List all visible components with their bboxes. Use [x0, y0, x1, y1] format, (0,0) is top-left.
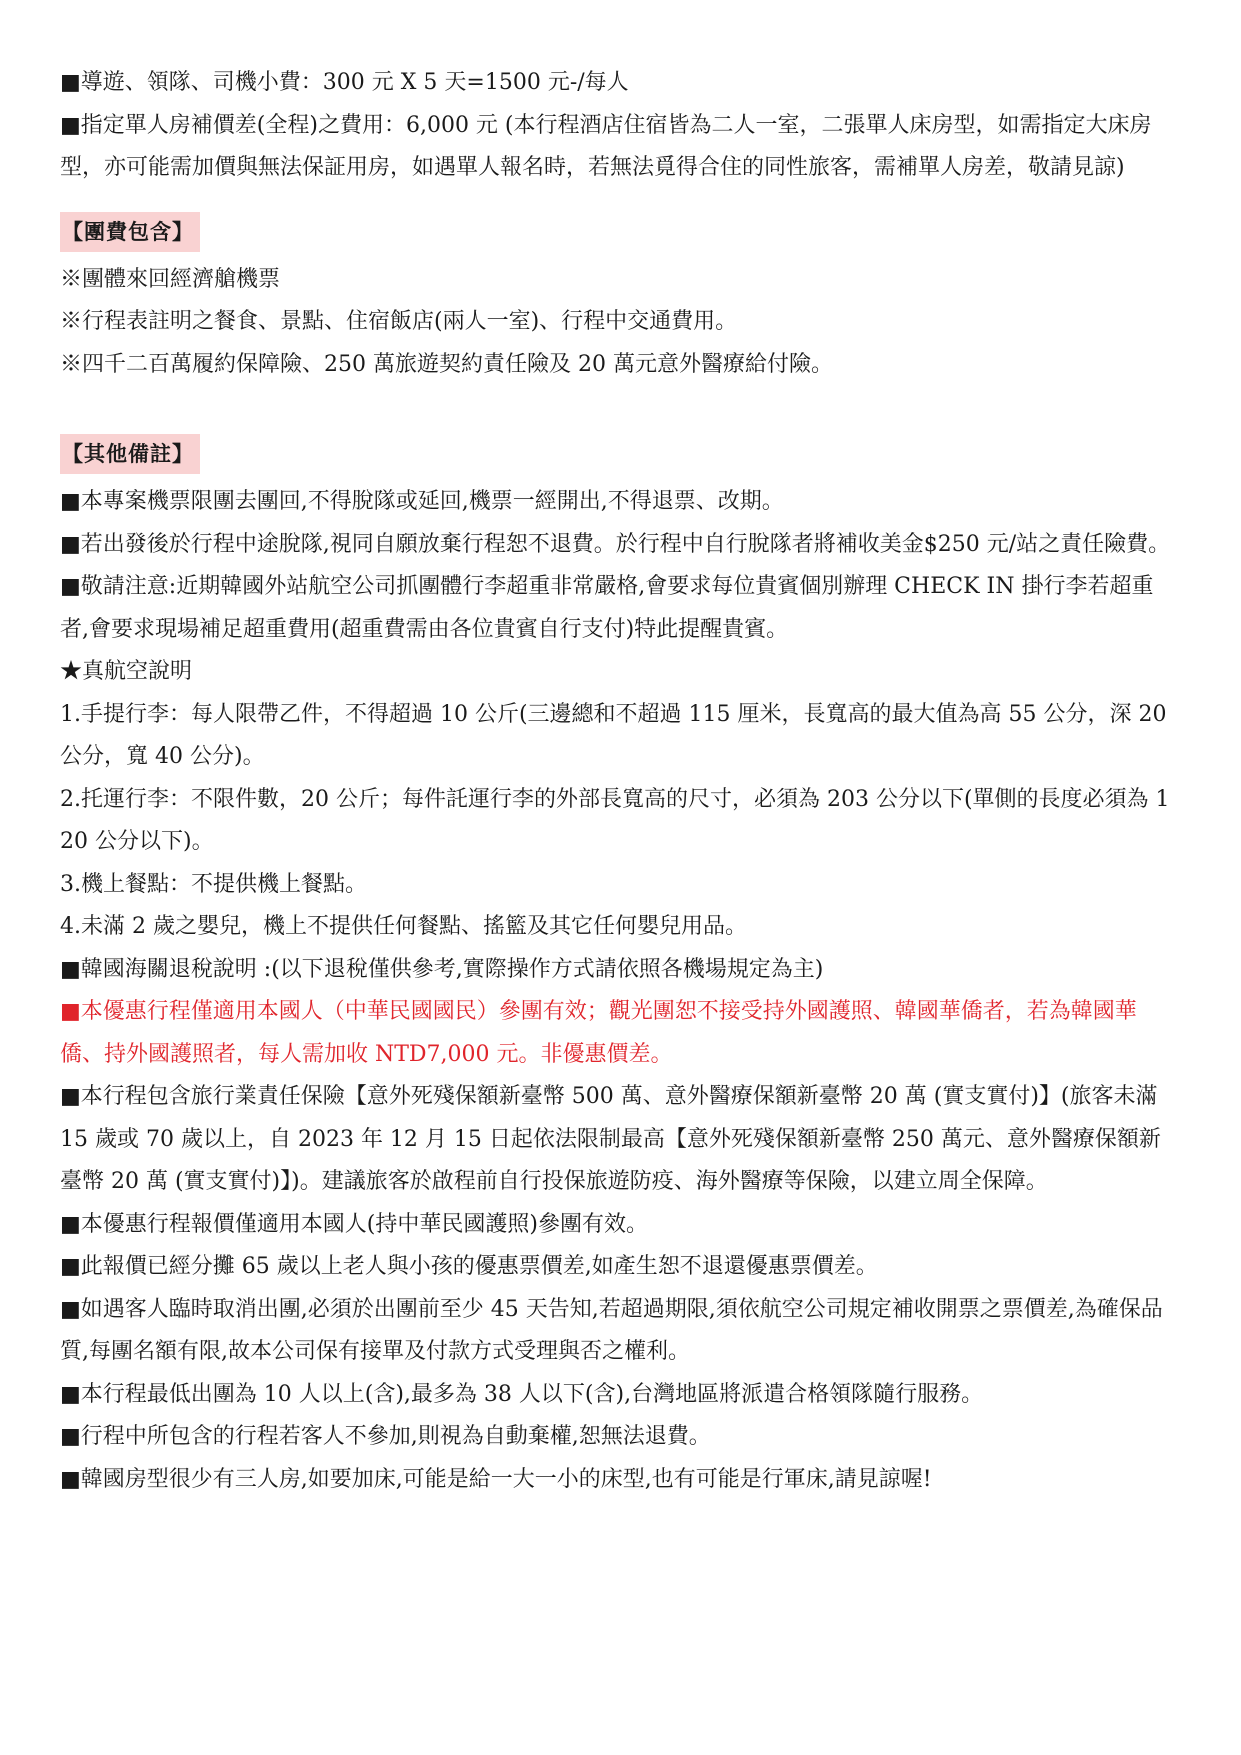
- note-item: ■行程中所包含的行程若客人不參加,則視為自動棄權,恕無法退費。: [60, 1424, 711, 1449]
- document-page: [60, 62, 1175, 1501]
- note-item: ■韓國海關退稅說明 :(以下退稅僅供參考,實際操作方式請依照各機場規定為主): [60, 956, 824, 982]
- tip-line: ■導遊、領隊、司機小費：300 元 X 5 天=1500 元-/每人: [60, 70, 629, 95]
- note-item: 4.未滿 2 歲之嬰兒，機上不提供任何餐點、搖籃及其它任何嬰兒用品。: [60, 914, 747, 939]
- included-heading: 【團費包含】: [60, 212, 200, 252]
- note-item: ■若出發後於行程中途脫隊,視同自願放棄行程恕不退費。於行程中自行脫隊者將補收美金$250 元/站之責任險費。: [60, 531, 1171, 557]
- note-item: ■敬請注意:近期韓國外站航空公司抓團體行李超重非常嚴格,會要求每位貴賓個別辦理 CHECK IN 掛行李若超重者,會要求現場補足超重費用(超重費需由各位貴賓自行支付)特此提醒貴賓。: [60, 574, 1154, 642]
- note-item: 2.托運行李：不限件數，20 公斤；每件託運行李的外部長寬高的尺寸，必須為 203 公分以下(單側的長度必須為 120 公分以下)。: [60, 786, 1170, 854]
- notes-heading: 【其他備註】: [60, 434, 200, 474]
- note-item: ■此報價已經分攤 65 歲以上老人與小孩的優惠票價差,如產生恕不退還優惠票價差。: [60, 1254, 878, 1279]
- foreign-passport-warning: ■本優惠行程僅適用本國人（中華民國國民）參團有效；觀光團恕不接受持外國護照、韓國華僑者，若為韓國華僑、持外國護照者，每人需加收 NTD7,000 元。非優惠價差。: [60, 999, 1137, 1067]
- note-item: ■本行程最低出團為 10 人以上(含),最多為 38 人以下(含),台灣地區將派遣合格領隊隨行服務。: [60, 1381, 984, 1407]
- notes-heading-row: [60, 434, 1175, 477]
- note-item: ■本優惠行程報價僅適用本國人(持中華民國護照)參團有效。: [60, 1211, 648, 1237]
- note-item: 3.機上餐點：不提供機上餐點。: [60, 871, 367, 897]
- included-item: ※團體來回經濟艙機票: [60, 266, 281, 292]
- note-item: ■如遇客人臨時取消出團,必須於出團前至少 45 天告知,若超過期限,須依航空公司規定補收開票之票價差,為確保品質,每團名額有限,故本公司保有接單及付款方式受理與否之權利。: [60, 1296, 1163, 1364]
- airline-notes-title: ★真航空說明: [60, 659, 193, 684]
- note-item: ■本專案機票限團去團回,不得脫隊或延回,機票一經開出,不得退票、改期。: [60, 489, 784, 514]
- included-item: ※四千二百萬履約保障險、250 萬旅遊契約責任險及 20 萬元意外醫療給付險。: [60, 351, 833, 377]
- single-room-line: ■指定單人房補價差(全程)之費用：6,000 元 (本行程酒店住宿皆為二人一室，二張單人床房型，如需指定大床房型，亦可能需加價與無法保証用房，如遇單人報名時，若無法覓得合住的同性旅客，需補單人房差，敬請見諒): [60, 112, 1152, 180]
- note-item: 1.手提行李：每人限帶乙件，不得超過 10 公斤(三邊總和不超過 115 厘米，長寬高的最大值為高 55 公分，深 20 公分，寬 40 公分)。: [60, 701, 1167, 769]
- note-item: ■韓國房型很少有三人房,如要加床,可能是給一大一小的床型,也有可能是行軍床,請見諒喔!: [60, 1466, 932, 1492]
- included-item: ※行程表註明之餐食、景點、住宿飯店(兩人一室)、行程中交通費用。: [60, 309, 738, 334]
- included-heading-row: [60, 212, 1175, 255]
- note-item: ■本行程包含旅行業責任保險【意外死殘保額新臺幣 500 萬、意外醫療保額新臺幣 20 萬 (實支實付)】(旅客未滿 15 歲或 70 歲以上，自 2023 年 12 月 15 日起依法限制最高【意外死殘保額新臺幣 250 萬元、意外醫療保額新臺幣 20 萬 (實支實付)】)。建議旅客於啟程前自行投保旅遊防疫、海外醫療等保險，以建立周全保障。: [60, 1084, 1161, 1194]
